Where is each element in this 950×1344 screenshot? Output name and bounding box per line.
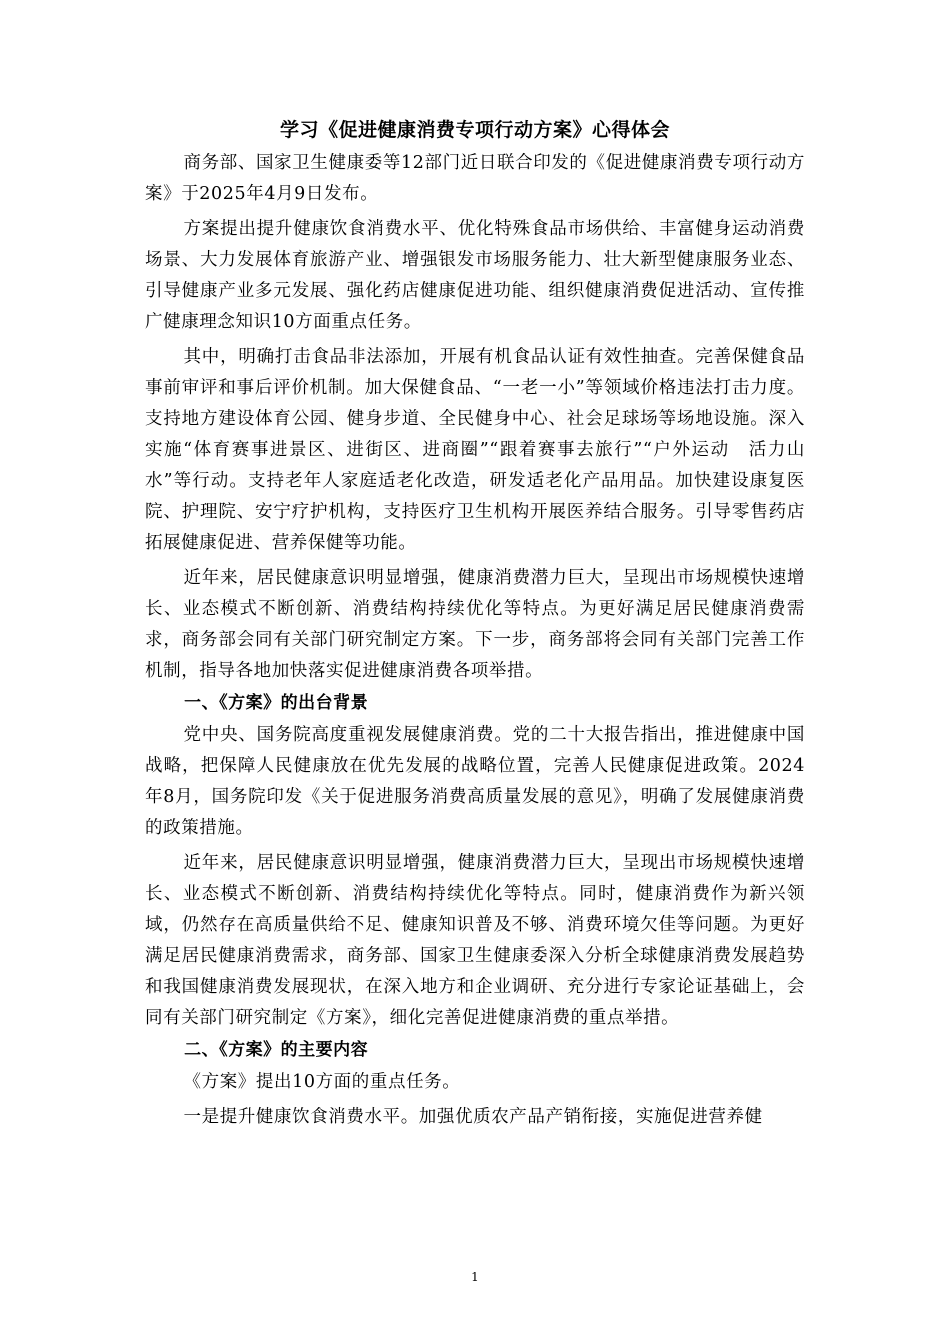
paragraph-main-content-1: 《方案》提出10方面的重点任务。 (183, 1072, 461, 1092)
page-number: 1 (471, 1270, 479, 1284)
paragraph-recent-years: 近年来，居民健康意识明显增强，健康消费潜力巨大，呈现出市场规模快速增长、业态模式不断创新、消费结构持续优化等特点。为更好满足居民健康消费需求，商务部会同有关部门研究制定方案。下一步，商务部将会同有关部门完善工作机制，指导各地加快落实促进健康消费各项举措。 (145, 568, 805, 681)
section-heading-main-content: 二、《方案》的主要内容 (184, 1040, 369, 1060)
paragraph-intro: 商务部、国家卫生健康委等12部门近日联合印发的《促进健康消费专项行动方案》于2025年4月9日发布。 (145, 153, 805, 204)
document-title: 学习《促进健康消费专项行动方案》心得体会 (279, 119, 670, 141)
paragraph-measures: 其中，明确打击食品非法添加，开展有机食品认证有效性抽查。完善保健食品事前审评和事后评价机制。加大保健食品、“一老一小”等领域价格违法打击力度。支持地方建设体育公园、健身步道、全民健身中心、社会足球场等场地设施。深入实施“体育赛事进景区、进街区、进商圈”“跟着赛事去旅行”“户外运动 活力山水”等行动。支持老年人家庭适老化改造，研发适老化产品用品。加快建设康复医院、护理院、安宁疗护机构，支持医疗卫生机构开展医养结合服务。引导零售药店拓展健康促进、营养保健等功能。 (145, 347, 805, 553)
section-heading-background: 一、《方案》的出台背景 (184, 693, 369, 713)
paragraph-background-1: 党中央、国务院高度重视发展健康消费。党的二十大报告指出，推进健康中国战略，把保障人民健康放在优先发展的战略位置，完善人民健康促进政策。2024年8月，国务院印发《关于促进服务消费高质量发展的意见》，明确了发展健康消费的政策措施。 (145, 725, 805, 838)
paragraph-main-content-2: 一是提升健康饮食消费水平。加强优质农产品产销衔接，实施促进营养健 (183, 1107, 763, 1127)
paragraph-tasks: 方案提出提升健康饮食消费水平、优化特殊食品市场供给、丰富健身运动消费场景、大力发展体育旅游产业、增强银发市场服务能力、壮大新型健康服务业态、引导健康产业多元发展、强化药店健康促进功能、组织健康消费促进活动、宣传推广健康理念知识10方面重点任务。 (145, 219, 805, 332)
document-body (145, 112, 805, 1133)
paragraph-background-2: 近年来，居民健康意识明显增强，健康消费潜力巨大，呈现出市场规模快速增长、业态模式不断创新、消费结构持续优化等特点。同时，健康消费作为新兴领域，仍然存在高质量供给不足、健康知识普及不够、消费环境欠佳等问题。为更好满足居民健康消费需求，商务部、国家卫生健康委深入分析全球健康消费发展趋势和我国健康消费发展现状，在深入地方和企业调研、充分进行专家论证基础上，会同有关部门研究制定《方案》，细化完善促进健康消费的重点举措。 (145, 853, 805, 1028)
